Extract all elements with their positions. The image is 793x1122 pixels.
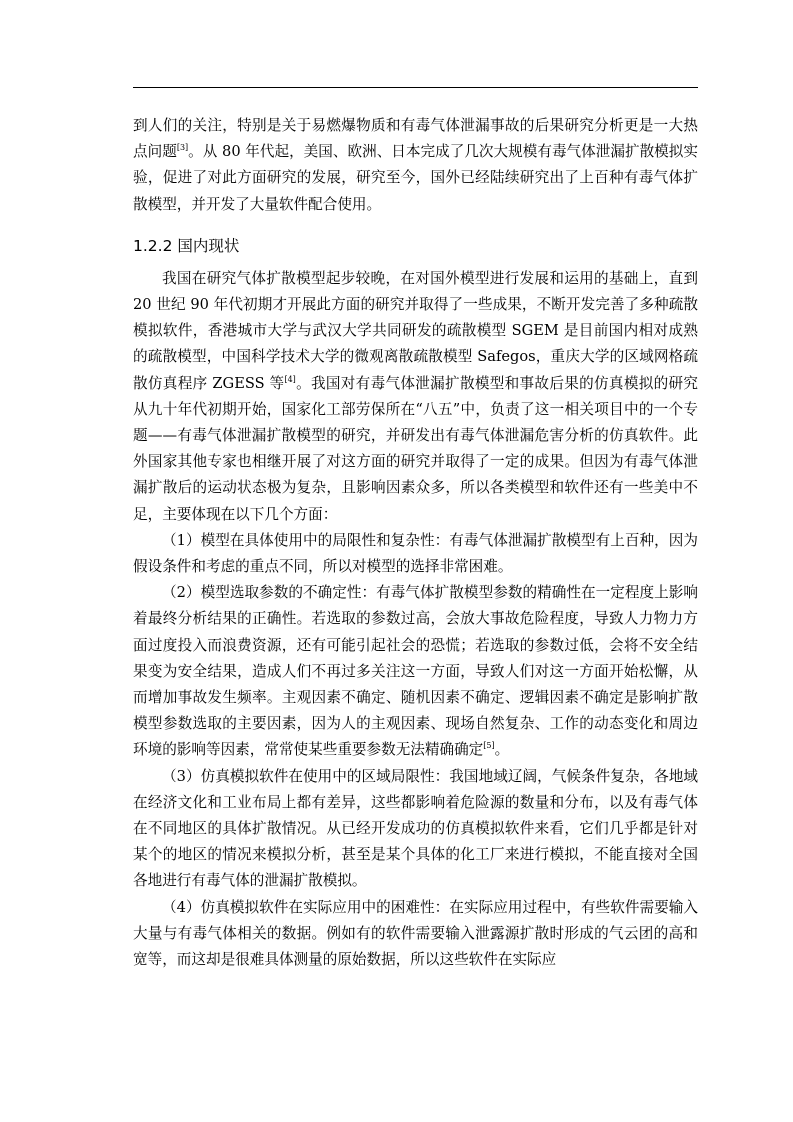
paragraph-item-1 [133,528,698,580]
citation-ref: [4] [284,374,296,384]
paragraph-item-4 [133,895,698,974]
paragraph-domestic-status [133,266,698,528]
paragraph-text: 我国在研究气体扩散模型起步较晚，在对国外模型进行发展和运用的基础上，直到 20 世纪 90 年代初期才开展此方面的研究并取得了一些成果，不断开发完善了多种疏散模拟软件，香港城市大学与武汉大学共同研发的疏散模型 SGEM 是目前国内相对成熟的疏散模型，中国科学技术大学的微观离散疏散模型 Safegos，重庆大学的区域网格疏散仿真程序 ZGESS 等 [133,269,698,392]
paragraph-text: （4）仿真模拟软件在实际应用中的困难性：在实际应用过程中，有些软件需要输入大量与有毒气体相关的数据。例如有的软件需要输入泄露源扩散时形成的气云团的高和宽等，而这却是很难具体测量的原始数据，所以这些软件在实际应 [133,898,698,969]
paragraph-foreign-research-cont [133,113,698,218]
citation-ref: [5] [483,741,495,751]
page-body [133,113,698,973]
paragraph-text-tail: 。 [494,741,510,759]
header-rule [133,87,698,88]
paragraph-text-tail: 。从 80 年代起，美国、欧洲、日本完成了几次大规模有毒气体泄漏扩散模拟实验，促进了对此方面研究的发展，研究至今，国外已经陆续研究出了上百种有毒气体扩散模型，并开发了大量软件配合使用。 [133,143,698,213]
paragraph-text: （1）模型在具体使用中的局限性和复杂性：有毒气体泄漏扩散模型有上百种，因为假设条件和考虑的重点不同，所以对模型的选择非常困难。 [133,531,698,576]
citation-ref: [3] [176,143,189,153]
paragraph-text: （3）仿真模拟软件在使用中的区域局限性：我国地域辽阔，气候条件复杂，各地域在经济文化和工业布局上都有差异，这些都影响着危险源的数量和分布，以及有毒气体在不同地区的具体扩散情况。从已经开发成功的仿真模拟软件来看，它们几乎都是针对某个的地区的情况来模拟分析，甚至是某个具体的化工厂来进行模拟，不能直接对全国各地进行有毒气体的泄漏扩散模拟。 [133,767,698,890]
paragraph-text: 到人们的关注，特别是关于易燃爆物质和有毒气体泄漏事故的后果研究分析更是一大热点问题 [133,117,698,161]
paragraph-item-3 [133,764,698,895]
paragraph-item-2 [133,580,698,763]
section-heading: 1.2.2 国内现状 [133,236,240,255]
paragraph-text: （2）模型选取参数的不确定性：有毒气体扩散模型参数的精确性在一定程度上影响着最终分析结果的正确性。若选取的参数过高，会放大事故危险程度，导致人力物力方面过度投入而浪费资源，还有可能引起社会的恐慌；若选取的参数过低，会将不安全结果变为安全结果，造成人们不再过多关注这一方面，导致人们对这一方面开始松懈，从而增加事故发生频率。主观因素不确定、随机因素不确定、逻辑因素不确定是影响扩散模型参数选取的主要因素，因为人的主观因素、现场自然复杂、工作的动态变化和周边环境的影响等因素，常常使某些重要参数无法精确确定 [133,584,698,759]
paragraph-text-tail: 。我国对有毒气体泄漏扩散模型和事故后果的仿真模拟的研究从九十年代初期开始，国家化工部劳保所在“八五”中，负责了这一相关项目中的一个专题——有毒气体泄漏扩散模型的研究，并研发出有毒气体泄漏危害分析的仿真软件。此外国家其他专家也相继开展了对这方面的研究并取得了一定的成果。但因为有毒气体泄漏扩散后的运动状态极为复杂，且影响因素众多，所以各类模型和软件还有一些美中不足，主要体现在以下几个方面： [133,374,698,523]
